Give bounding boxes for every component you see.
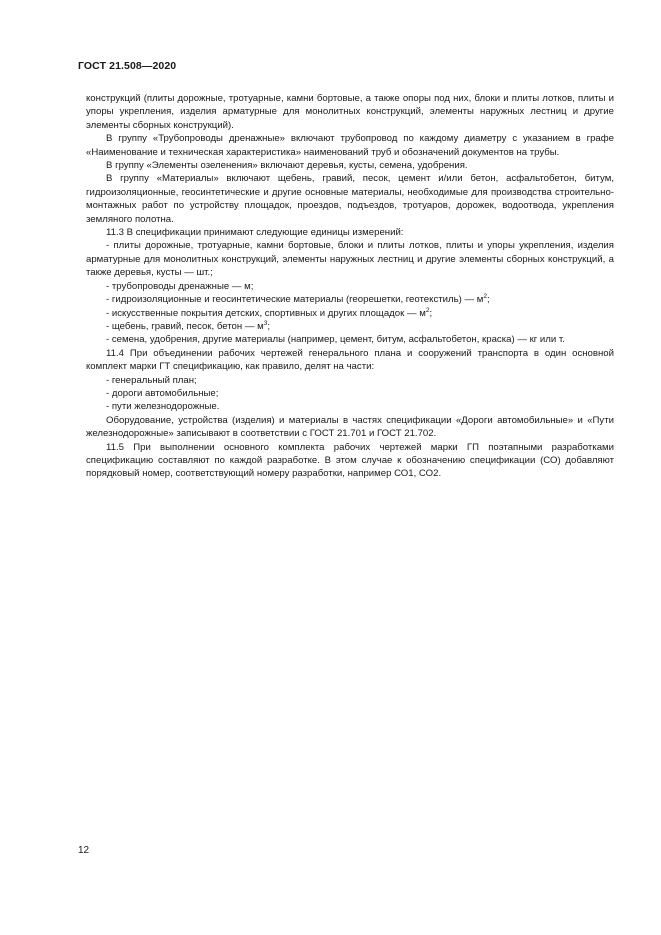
document-header: ГОСТ 21.508—2020 [78, 60, 177, 72]
list-item-text: - искусственные покрытия детских, спортивных и других площадок — м [106, 307, 426, 319]
list-item [86, 307, 614, 320]
list-item: - дороги автомобильные; [106, 387, 219, 399]
page-number: 12 [78, 845, 90, 856]
list-item [86, 293, 614, 306]
list-item-tail: ; [429, 307, 433, 319]
document-body [86, 92, 614, 481]
list-item: - трубопроводы дренажные — м; [106, 280, 254, 292]
paragraph: В группу «Элементы озеленения» включают деревья, кусты, семена, удобрения. [106, 160, 468, 172]
paragraph: конструкций (плиты дорожные, тротуарные, камни бортовые, а также опоры под них, блоки и плиты лотков, плиты и упоры укрепления, изделия арматурные для монолитных конструкций, элементы наружных лестниц и другие элементы сборных конструкций). [86, 93, 614, 131]
list-item-tail: ; [486, 294, 490, 306]
list-item-text: - щебень, гравий, песок, бетон — м [106, 320, 264, 332]
list-item [86, 320, 614, 333]
section-11-4: 11.4 При объединении рабочих чертежей генерального плана и сооружений транспорта в один основной комплект марки ГТ спецификацию, как правило, делят на части: [86, 347, 614, 373]
list-item: - семена, удобрения, другие материалы (например, цемент, битум, асфальтобетон, краска) — кг или т. [106, 334, 565, 346]
unit-exponent: 2 [483, 293, 487, 301]
unit-exponent: 3 [263, 319, 268, 327]
unit-exponent: 2 [425, 306, 430, 314]
list-item: - генеральный план; [106, 374, 197, 386]
section-11-3: 11.3 В спецификации принимают следующие единицы измерений: [106, 227, 404, 239]
section-11-5: 11.5 При выполнении основного комплекта рабочих чертежей марки ГП поэтапными разработками спецификацию составляют по каждой разработке. В этом случае к обозначению спецификации (СО) добавляют порядковый номер, соответствующий номеру разработки, например СО1, СО2. [86, 441, 614, 480]
paragraph: В группу «Трубопроводы дренажные» включают трубопровод по каждому диаметру с указанием в графе «Наименование и техническая характеристика» наименований труб и обозначений документов на трубы. [86, 133, 614, 158]
list-item: - пути железнодорожные. [106, 401, 220, 413]
list-item-tail: ; [267, 320, 270, 332]
paragraph: В группу «Материалы» включают щебень, гравий, песок, цемент и/или бетон, асфальтобетон, битум, гидроизоляционные, геосинтетические и другие основные материалы, необходимые для производства строительно-монтажных работ по устройству площадок, проездов, подъездов, тротуаров, дорожек, водоотвода, укрепления земляного полотна. [86, 173, 614, 225]
list-item-text: - гидроизоляционные и геосинтетические материалы (георешетки, геотекстиль) — м [106, 294, 484, 306]
list-item: - плиты дорожные, тротуарные, камни бортовые, блоки и плиты лотков, плиты и упоры укрепления, изделия арматурные для монолитных конструкций, элементы наружных лестниц и другие элементы сборных конструкций, а также деревья, кусты — шт.; [86, 240, 614, 279]
paragraph: Оборудование, устройства (изделия) и материалы в частях спецификации «Дороги автомобильные» и «Пути железнодорожные» записывают в соответствии с ГОСТ 21.701 и ГОСТ 21.702. [86, 414, 614, 440]
